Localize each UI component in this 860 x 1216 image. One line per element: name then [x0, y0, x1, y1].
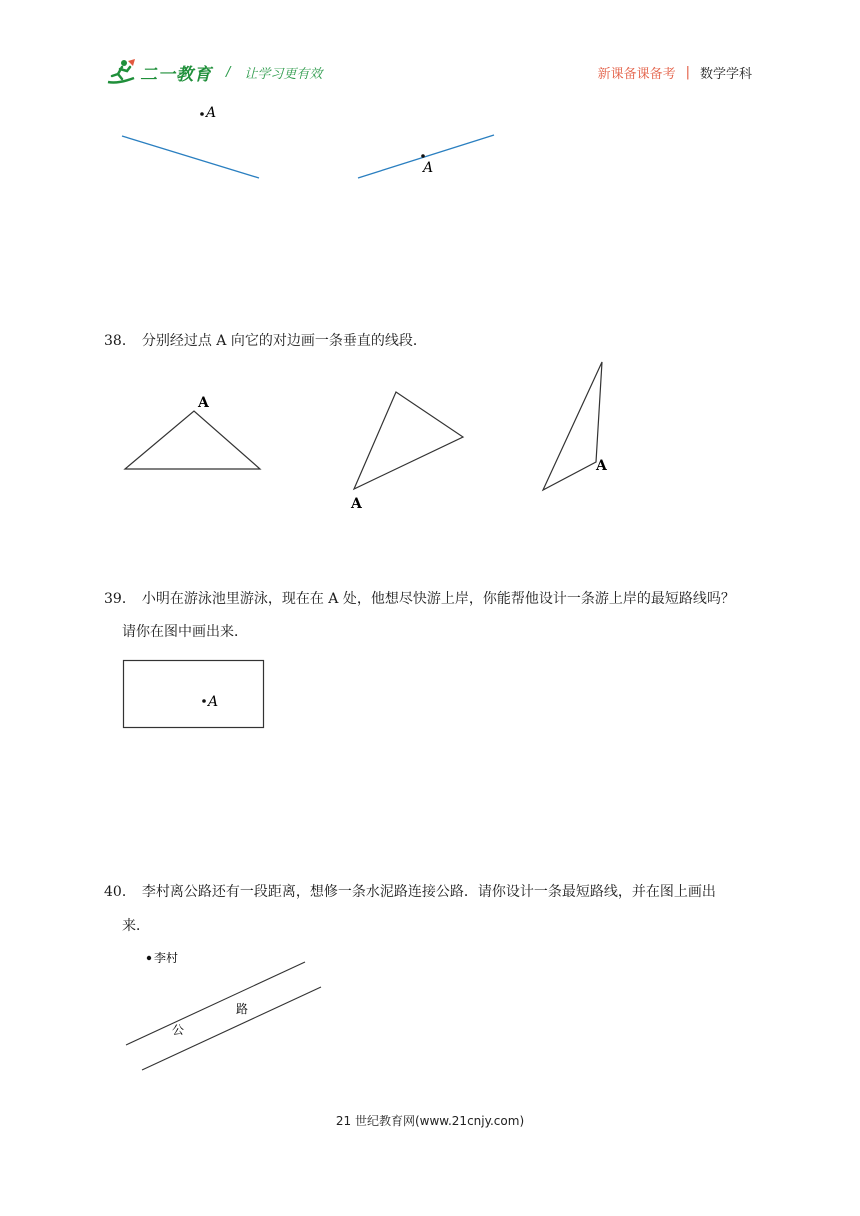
question-38	[104, 331, 427, 351]
road-figure	[0, 940, 860, 1080]
question-40-continuation: 来．	[122, 918, 150, 934]
triangle-2-label: A	[351, 496, 362, 512]
point-a-label: A	[206, 105, 217, 121]
question-number: 40．	[104, 884, 136, 900]
header-slogan: 让学习更有效	[244, 66, 323, 82]
question-number: 39．	[104, 591, 136, 607]
pool-point-label: A	[208, 694, 219, 710]
pool-figure	[0, 655, 860, 735]
question-39-continuation: 请你在图中画出来．	[122, 624, 248, 640]
road-label-gong: 公	[172, 1023, 185, 1037]
pool-point-dot	[202, 699, 206, 703]
village-label: 李村	[154, 951, 179, 965]
road-edge-upper	[126, 962, 305, 1045]
runner-logo-icon	[104, 58, 138, 86]
header-brand	[104, 58, 322, 86]
question-text: 分别经过点 A 向它的对边画一条垂直的线段．	[141, 333, 427, 349]
brand-name: 二一教育	[140, 64, 212, 85]
triangle-1-label: A	[198, 395, 209, 411]
question-40	[104, 882, 716, 902]
point-a-dot	[200, 112, 204, 116]
road-label-lu: 路	[236, 1002, 249, 1016]
triangle-2	[354, 392, 463, 489]
question-number: 38．	[104, 333, 136, 349]
village-dot	[147, 956, 151, 960]
header-course-label: 新课备课备考	[597, 67, 676, 82]
header-separator: /	[226, 64, 231, 80]
triangle-3-label: A	[596, 458, 607, 474]
triangle-1	[125, 411, 260, 469]
road-edge-lower	[142, 987, 321, 1070]
blue-line-left	[122, 136, 259, 178]
point-a-on-line-dot	[421, 154, 425, 158]
question-39	[104, 589, 735, 609]
triangle-3	[543, 362, 602, 490]
page-footer: 21 世纪教育网(www.21cnjy.com)	[335, 1114, 525, 1128]
question-text: 小明在游泳池里游泳，现在在 A 处，他想尽快游上岸，你能帮他设计一条游上岸的最短路线吗？	[141, 591, 735, 607]
figure-lines-point	[0, 95, 860, 195]
question-text: 李村离公路还有一段距离，想修一条水泥路连接公路．请你设计一条最短路线，并在图上画出	[141, 884, 716, 900]
header-subject	[598, 63, 752, 82]
pool-rectangle	[124, 661, 264, 728]
point-a-on-line-label: A	[423, 160, 434, 176]
header-divider: |	[685, 65, 690, 80]
triangles-figure	[0, 355, 860, 520]
header-subject-label: 数学学科	[699, 67, 752, 82]
